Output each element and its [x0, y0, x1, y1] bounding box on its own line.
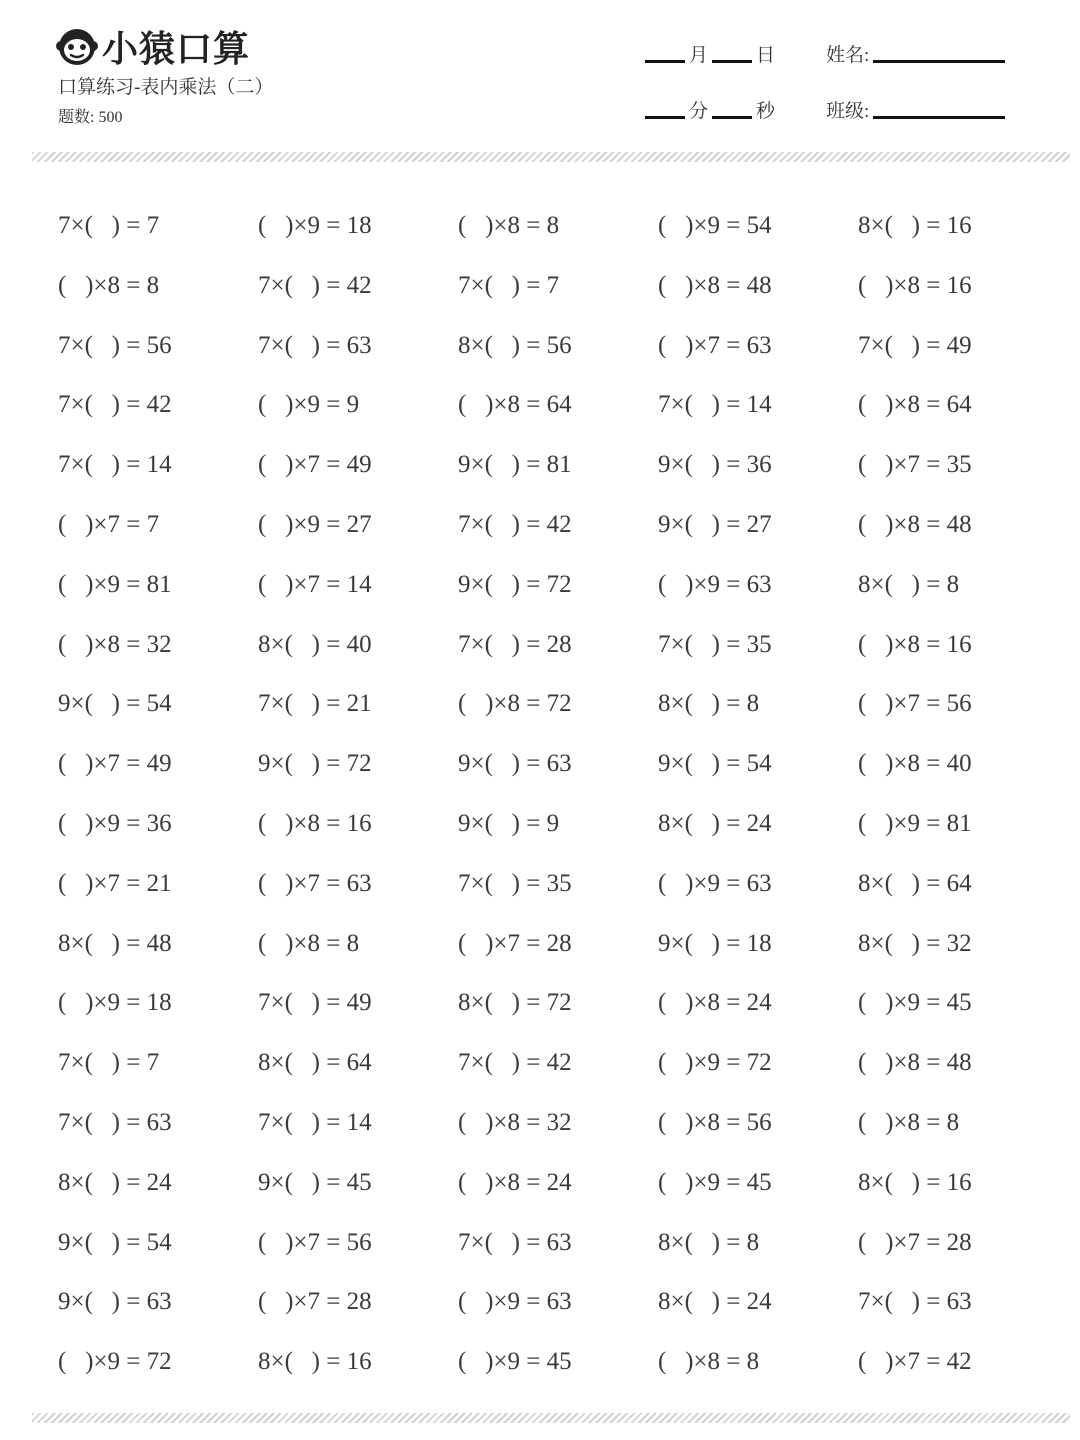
problem-item: 8×( ) = 56 — [458, 331, 572, 359]
problem-item: 8×( ) = 24 — [58, 1168, 172, 1196]
problem-item: 7×( ) = 14 — [658, 391, 772, 419]
top-divider — [32, 152, 1070, 162]
problem-item: ( )×8 = 8 — [58, 271, 160, 299]
problem-item: ( )×9 = 81 — [858, 809, 972, 837]
problem-item: 8×( ) = 8 — [858, 570, 960, 598]
problem-item: 7×( ) = 42 — [458, 1049, 572, 1077]
problem-item: 9×( ) = 81 — [458, 451, 572, 479]
second-blank[interactable] — [712, 116, 752, 119]
problem-item: ( )×9 = 45 — [658, 1168, 772, 1196]
problem-item: ( )×9 = 54 — [658, 212, 772, 239]
problem-item: 9×( ) = 36 — [658, 451, 772, 479]
problem-count: 题数: 500 — [58, 109, 123, 126]
problem-item: ( )×9 = 63 — [658, 869, 772, 897]
problem-item: ( )×7 = 28 — [858, 1228, 972, 1256]
problem-item: ( )×7 = 7 — [58, 510, 160, 538]
minute-blank[interactable] — [645, 116, 685, 119]
problem-item: ( )×7 = 49 — [258, 451, 372, 479]
problem-item: 8×( ) = 40 — [258, 630, 372, 658]
problem-item: 7×( ) = 56 — [58, 331, 172, 359]
problem-item: 7×( ) = 14 — [258, 1108, 372, 1136]
problem-item: 8×( ) = 64 — [858, 869, 972, 897]
problem-item: ( )×8 = 8 — [258, 929, 360, 957]
problem-item: 9×( ) = 9 — [458, 809, 560, 837]
problem-item: ( )×9 = 18 — [258, 212, 372, 239]
problem-item: ( )×8 = 24 — [458, 1168, 572, 1196]
problem-item: ( )×9 = 81 — [58, 570, 172, 598]
problem-grid — [58, 196, 1058, 1392]
problem-item: 7×( ) = 7 — [58, 1049, 160, 1077]
problem-item: 7×( ) = 42 — [58, 391, 172, 419]
problem-item: ( )×8 = 16 — [258, 809, 372, 837]
problem-item: ( )×8 = 24 — [658, 989, 772, 1017]
problem-item: ( )×9 = 72 — [658, 1049, 772, 1077]
problem-item: ( )×7 = 42 — [858, 1348, 972, 1376]
problem-item: 7×( ) = 7 — [58, 212, 160, 239]
time-field — [645, 96, 779, 123]
month-label: 月 — [689, 45, 709, 66]
problem-item: ( )×8 = 48 — [858, 1049, 972, 1077]
problem-item: 7×( ) = 63 — [858, 1288, 972, 1316]
problem-item: 9×( ) = 18 — [658, 929, 772, 957]
problem-item: ( )×7 = 56 — [258, 1228, 372, 1256]
problem-item: ( )×8 = 64 — [858, 391, 972, 419]
problem-item: ( )×8 = 48 — [858, 510, 972, 538]
problem-item: 9×( ) = 27 — [658, 510, 772, 538]
problem-item: 7×( ) = 42 — [258, 271, 372, 299]
problem-item: ( )×7 = 21 — [58, 869, 172, 897]
problem-item: ( )×9 = 18 — [58, 989, 172, 1017]
problem-item: 8×( ) = 72 — [458, 989, 572, 1017]
problem-item: ( )×8 = 48 — [658, 271, 772, 299]
problem-item: ( )×9 = 36 — [58, 809, 172, 837]
problem-item: ( )×7 = 35 — [858, 451, 972, 479]
problem-item: ( )×8 = 8 — [458, 212, 560, 239]
problem-item: ( )×8 = 16 — [858, 630, 972, 658]
minute-label: 分 — [689, 101, 709, 122]
problem-item: 8×( ) = 48 — [58, 929, 172, 957]
problem-item: 7×( ) = 21 — [258, 690, 372, 718]
problem-item: 9×( ) = 45 — [258, 1168, 372, 1196]
class-field — [826, 96, 1005, 123]
problem-item: 8×( ) = 16 — [258, 1348, 372, 1376]
name-field — [826, 40, 1005, 67]
problem-item: 8×( ) = 8 — [658, 1228, 760, 1256]
problem-item: 9×( ) = 63 — [458, 750, 572, 778]
problem-item: 9×( ) = 63 — [58, 1288, 172, 1316]
problem-item: ( )×9 = 72 — [58, 1348, 172, 1376]
day-label: 日 — [756, 45, 776, 66]
problem-item: ( )×9 = 63 — [458, 1288, 572, 1316]
problem-item: ( )×8 = 72 — [458, 690, 572, 718]
brand-name: 小猿口算 — [102, 28, 251, 70]
problem-item: 7×( ) = 35 — [658, 630, 772, 658]
problem-item: ( )×7 = 28 — [458, 929, 572, 957]
problem-item: 7×( ) = 42 — [458, 510, 572, 538]
month-blank[interactable] — [645, 60, 685, 63]
bottom-divider — [32, 1413, 1070, 1423]
problem-item: ( )×9 = 45 — [858, 989, 972, 1017]
problem-item: ( )×8 = 8 — [858, 1108, 960, 1136]
monkey-face-icon — [56, 25, 98, 67]
problem-item: ( )×8 = 32 — [458, 1108, 572, 1136]
problem-item: 8×( ) = 24 — [658, 1288, 772, 1316]
name-blank[interactable] — [873, 60, 1005, 63]
problem-item: 9×( ) = 72 — [458, 570, 572, 598]
problem-item: 7×( ) = 7 — [458, 271, 560, 299]
problem-item: 7×( ) = 63 — [458, 1228, 572, 1256]
problem-item: 7×( ) = 28 — [458, 630, 572, 658]
problem-item: 7×( ) = 49 — [858, 331, 972, 359]
problem-item: 7×( ) = 49 — [258, 989, 372, 1017]
problem-item: ( )×7 = 28 — [258, 1288, 372, 1316]
problem-item: ( )×8 = 40 — [858, 750, 972, 778]
problem-item: 7×( ) = 35 — [458, 869, 572, 897]
day-blank[interactable] — [712, 60, 752, 63]
problem-item: 9×( ) = 54 — [658, 750, 772, 778]
problem-item: 8×( ) = 24 — [658, 809, 772, 837]
problem-item: ( )×7 = 56 — [858, 690, 972, 718]
problem-item: 9×( ) = 54 — [58, 690, 172, 718]
problem-item: ( )×9 = 9 — [258, 391, 360, 419]
problem-item: ( )×7 = 14 — [258, 570, 372, 598]
worksheet-subtitle: 口算练习-表内乘法（二） — [58, 77, 274, 98]
class-blank[interactable] — [873, 116, 1005, 119]
problem-item: ( )×9 = 45 — [458, 1348, 572, 1376]
problem-item: ( )×9 = 63 — [658, 570, 772, 598]
problem-item: ( )×8 = 32 — [58, 630, 172, 658]
problem-item: ( )×8 = 56 — [658, 1108, 772, 1136]
problem-item: 9×( ) = 54 — [58, 1228, 172, 1256]
brand — [56, 22, 250, 70]
problem-item: ( )×8 = 16 — [858, 271, 972, 299]
problem-item: ( )×8 = 64 — [458, 391, 572, 419]
name-label: 姓名: — [826, 45, 870, 66]
problem-item: 7×( ) = 63 — [258, 331, 372, 359]
class-label: 班级: — [826, 101, 870, 122]
problem-item: 8×( ) = 32 — [858, 929, 972, 957]
problem-item: 8×( ) = 16 — [858, 212, 972, 239]
problem-item: 7×( ) = 63 — [58, 1108, 172, 1136]
problem-item: ( )×7 = 49 — [58, 750, 172, 778]
problem-item: 7×( ) = 14 — [58, 451, 172, 479]
second-label: 秒 — [756, 101, 776, 122]
problem-item: 9×( ) = 72 — [258, 750, 372, 778]
problem-item: 8×( ) = 64 — [258, 1049, 372, 1077]
problem-item: ( )×8 = 8 — [658, 1348, 760, 1376]
problem-item: 8×( ) = 16 — [858, 1168, 972, 1196]
date-field — [645, 40, 779, 67]
problem-item: ( )×9 = 27 — [258, 510, 372, 538]
problem-item: 8×( ) = 8 — [658, 690, 760, 718]
problem-item: ( )×7 = 63 — [258, 869, 372, 897]
problem-item: ( )×7 = 63 — [658, 331, 772, 359]
